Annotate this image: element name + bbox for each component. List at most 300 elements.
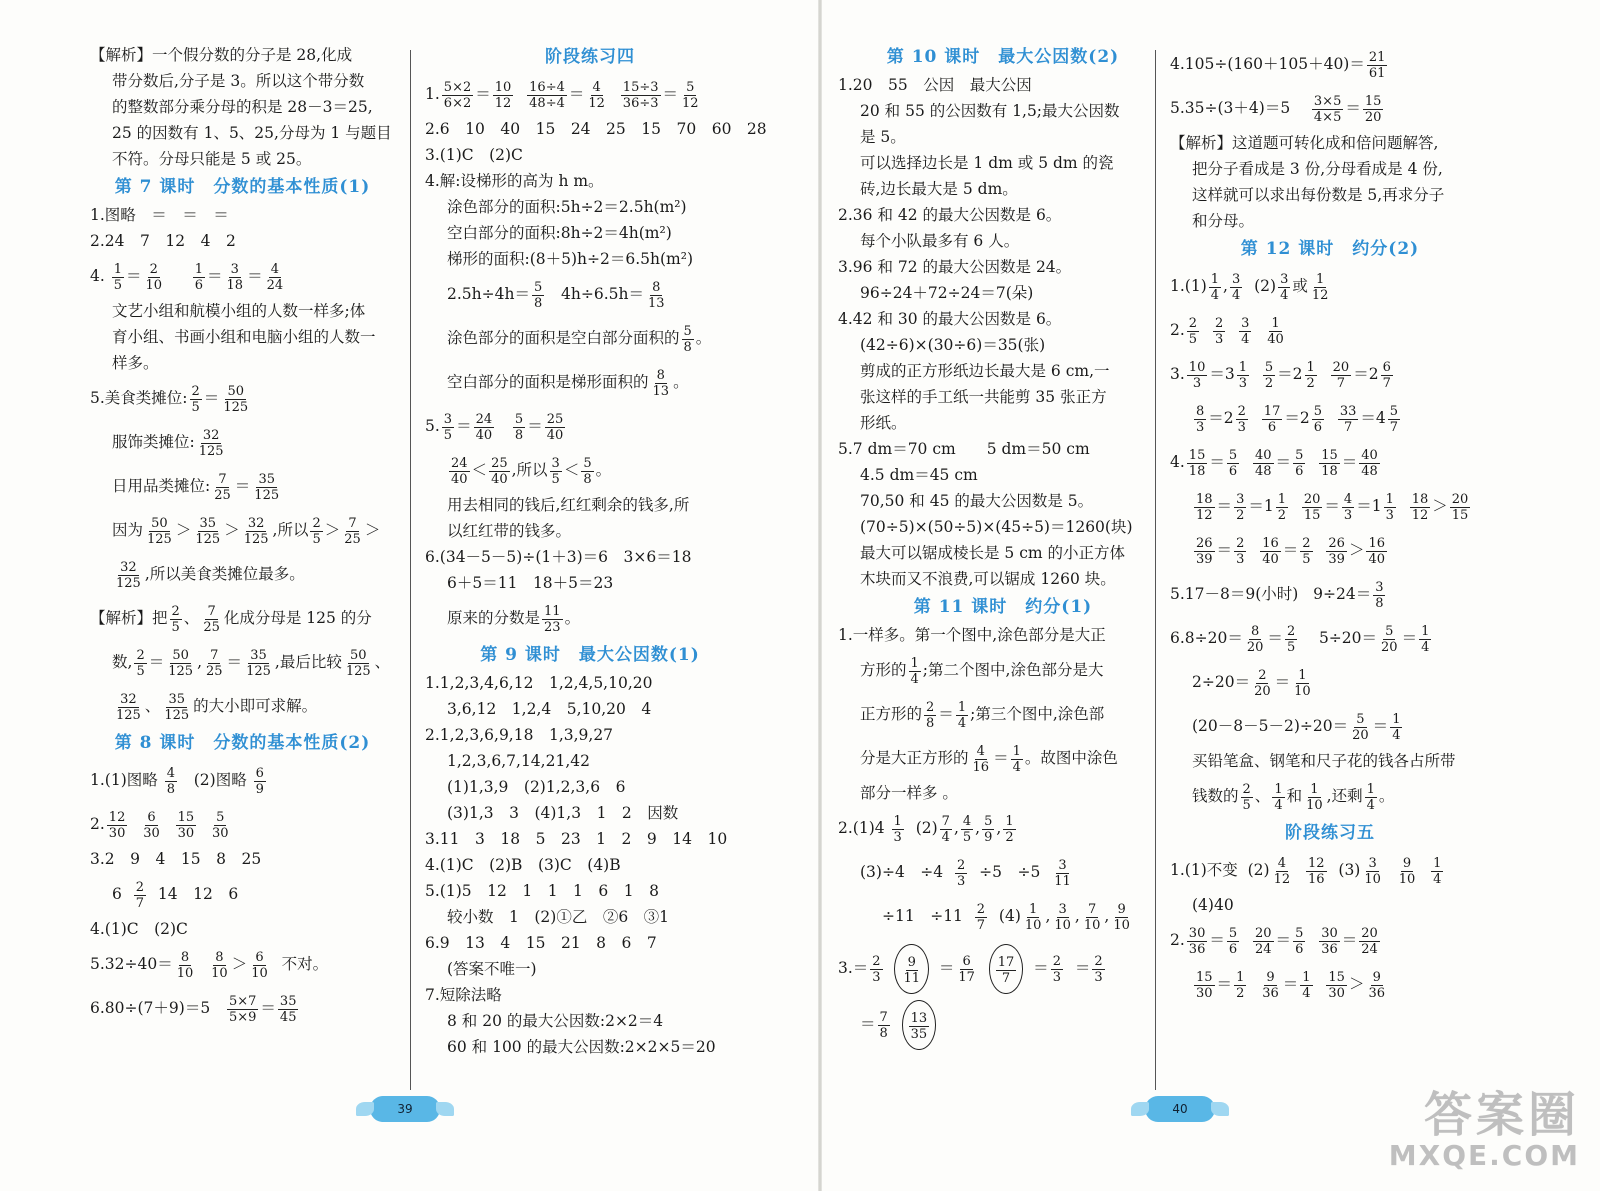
text-line: 买铅笔盒、钢笔和尺子花的钱各占所带	[1192, 752, 1456, 770]
label: 4.105÷(160＋105＋40)＝	[1170, 55, 1365, 73]
label: ,所以美食类摊位最多。	[144, 565, 305, 583]
text-line	[90, 872, 395, 916]
fraction: $\frac{30}{36}$	[1188, 925, 1206, 957]
label: 6	[112, 885, 122, 903]
text-line: 2.6 10 40 15 24 25 15 70 60 28	[425, 120, 767, 138]
label: 9÷24＝	[1313, 585, 1372, 603]
text-line	[425, 448, 755, 492]
text-line: 分是大正方形的 $\frac{4}{16}$ ＝ $\frac{1}{4}$ 。故图中涂色	[860, 743, 1118, 775]
fraction: $\frac{5}{9}$	[984, 813, 993, 845]
fraction: $\frac{1}{2}$	[1306, 359, 1315, 391]
fraction: $\frac{17}{6}$	[1263, 403, 1281, 435]
label: 服饰类摊位:	[112, 433, 195, 451]
text-line	[1170, 308, 1490, 352]
fraction: $\frac{15}{18}$	[1188, 447, 1206, 479]
label: 2÷20＝	[1192, 673, 1251, 691]
fraction: $\frac{20}{7}$	[1332, 359, 1350, 391]
label: 6.80÷(7＋9)＝5	[90, 999, 211, 1017]
fraction: $\frac{2}{3}$	[1236, 535, 1245, 567]
fraction: $\frac{2}{3}$	[1237, 403, 1246, 435]
text-line: 5.(1)5 12 1 1 1 6 1 8	[425, 882, 659, 900]
label: ,还剩	[1326, 787, 1363, 805]
fraction: $\frac{2}{3}$	[1214, 315, 1224, 347]
text-line: 4.42 和 30 的最大公因数是 6。	[838, 310, 1062, 328]
fraction: $\frac{4}{3}$	[1343, 491, 1353, 523]
fraction: $\frac{25}{40}$	[546, 411, 564, 443]
text-line: $\frac{26}{39}$ ＝ $\frac{2}{3}$ $\frac{16}{40}$ ＝ $\frac{2}{5}$ $\frac{26}{39}$ ＞ $\frac{16}{40}$	[1196, 535, 1386, 567]
fraction: $\frac{2}{5}$	[1302, 535, 1311, 567]
fraction: $\frac{15}{18}$	[1321, 447, 1338, 479]
fraction: $\frac{3}{2}$	[1236, 491, 1245, 523]
text-line	[425, 360, 755, 404]
fraction: $\frac{1}{4}$	[1012, 743, 1021, 775]
text-line: $\frac{15}{30}$ ＝ $\frac{1}{2}$ $\frac{9}{36}$ ＝ $\frac{1}{4}$ $\frac{15}{30}$ ＞ $\frac{9}{36}$	[1196, 969, 1386, 1001]
text-line: 20 和 55 的公因数有 1,5;最大公因数	[860, 102, 1120, 120]
text-line: 和分母。	[1192, 212, 1255, 230]
text-line: ÷11 ÷11 $\frac{2}{7}$ (4) $\frac{1}{10}$ , $\frac{3}{10}$ , $\frac{7}{10}$ , $\frac{9}{10}$	[882, 901, 1130, 933]
symbol: ＝2	[1208, 409, 1234, 427]
symbol: 。	[673, 373, 689, 391]
fraction: $\frac{7}{4}$	[941, 813, 950, 845]
text-line	[90, 758, 395, 802]
label: 。故图中涂色	[1024, 749, 1118, 767]
circled-answer: $\frac{9}{11}$	[894, 944, 929, 994]
text-line: 3.(1)C (2)C	[425, 146, 523, 164]
fraction: $\frac{1}{2}$	[1236, 969, 1245, 1001]
fraction: $\frac{7}{8}$	[879, 1009, 888, 1041]
text-line	[1170, 352, 1490, 396]
column-3	[838, 42, 1168, 1050]
fraction: $\frac{9}{10}$	[1398, 855, 1416, 887]
fraction: $\frac{24}{40}$	[475, 411, 493, 443]
symbol: 。	[564, 609, 581, 627]
fraction: $\frac{10}{12}$	[494, 79, 512, 111]
symbol: ＝	[456, 417, 472, 435]
fraction: $\frac{3}{5}$	[551, 455, 560, 487]
fraction: $\frac{5}{7}$	[1389, 403, 1399, 435]
fraction: $\frac{9}{36}$	[1368, 969, 1386, 1001]
text-line: $\frac{32}{125}$ 、 $\frac{35}{125}$ 的大小即可求解。	[116, 691, 318, 723]
symbol: ＝1	[1356, 497, 1382, 515]
fraction: $\frac{1}{4}$	[910, 655, 919, 687]
fraction: $\frac{26}{39}$	[1196, 535, 1213, 567]
text-line: 木块而又不浪费,可以锯成 1260 块。	[860, 570, 1116, 588]
text-line	[1170, 848, 1490, 892]
fraction: $\frac{2}{5}$	[171, 603, 180, 635]
fraction: $\frac{32}{125}$	[243, 515, 269, 547]
fraction: $\frac{1}{5}$	[113, 261, 123, 293]
fraction: $\frac{35}{125}$	[246, 647, 271, 679]
text-line	[838, 1000, 1168, 1050]
label: 3.＝	[838, 959, 869, 977]
fraction: $\frac{32}{125}$	[116, 691, 141, 723]
fraction: $\frac{5}{6}$	[1295, 925, 1304, 957]
symbol: ＝1	[1248, 497, 1274, 515]
fraction: $\frac{5}{20}$	[1352, 711, 1369, 743]
fraction: $\frac{5}{6}$	[1228, 925, 1238, 957]
fraction: $\frac{35}{125}$	[164, 691, 190, 723]
fraction: $\frac{1}{40}$	[1267, 315, 1284, 347]
text-line: 5.35÷(3＋4)＝5 $\frac{3\times 5}{4\times 5}$ ＝ $\frac{15}{20}$	[1170, 93, 1382, 125]
fraction: $\frac{2}{7}$	[976, 901, 986, 933]
text-line: 2.(1)4 $\frac{1}{3}$ (2) $\frac{7}{4}$ , $\frac{4}{5}$ , $\frac{5}{9}$ , $\frac{1}{2}$	[838, 813, 1014, 845]
text-line: 空白部分的面积:8h÷2＝4h(m²)	[447, 224, 672, 242]
text-line: 5.美食类摊位: $\frac{2}{5}$ ＝ $\frac{50}{125}$	[90, 383, 249, 415]
label: (2)	[1254, 277, 1277, 295]
text-line	[838, 944, 1168, 994]
fraction: $\frac{50}{125}$	[345, 647, 371, 679]
fraction: $\frac{1}{3}$	[1385, 491, 1394, 523]
text-line: 日用品类摊位: $\frac{7}{25}$ ＝ $\frac{35}{125}$	[112, 471, 280, 503]
text-line: 可以选择边长是 1 dm 或 5 dm 的瓷	[860, 154, 1114, 172]
page-number-left: 39	[370, 1096, 440, 1122]
text-line: 4.5 dm＝45 cm	[860, 466, 978, 484]
text-line: (70÷5)×(50÷5)×(45÷5)＝1260(块)	[860, 518, 1133, 536]
label: (2)图略	[193, 771, 247, 789]
right-page	[820, 0, 1600, 1191]
text-line: 钱数的 $\frac{2}{5}$ 、 $\frac{1}{4}$ 和 $\frac{1}{10}$ ,还剩 $\frac{1}{4}$ 。	[1192, 781, 1395, 813]
text-line: 1.图略 ＝ ＝ ＝	[90, 206, 229, 224]
text-line: 这样就可以求出每份数是 5,再求分子	[1192, 186, 1445, 204]
text-line: (4)40	[1192, 896, 1234, 914]
fraction: $\frac{1}{10}$	[1294, 667, 1311, 699]
fraction: $\frac{5}{8}$	[514, 411, 524, 443]
fraction: $\frac{24}{40}$	[451, 455, 468, 487]
label: 14 12 6	[157, 885, 239, 903]
label: (2)	[1247, 861, 1270, 879]
column-1	[90, 42, 395, 1030]
text-line: 2.36 和 42 的最大公因数是 6。	[838, 206, 1062, 224]
text-line	[838, 648, 1168, 692]
fraction: $\frac{2}{5}$	[312, 515, 321, 547]
fraction: $\frac{4}{16}$	[972, 743, 990, 775]
fraction: $\frac{5\times 7}{5\times 9}$	[228, 993, 257, 1025]
fraction: $\frac{5}{8}$	[583, 455, 592, 487]
label: 正方形的	[860, 705, 923, 723]
fraction: $\frac{1}{4}$	[1274, 781, 1283, 813]
label: 【解析】把	[90, 609, 168, 627]
fraction: $\frac{8}{10}$	[176, 949, 194, 981]
text-line	[838, 850, 1168, 894]
text-line: 6.9 13 4 15 21 8 6 7	[425, 934, 657, 952]
item-number: 4.	[90, 267, 105, 285]
text-line: 2.24 7 12 4 2	[90, 232, 236, 250]
text-line: 较小数 1 (2)①乙 ②6 ③1	[447, 908, 670, 926]
text-line: 每个小队最多有 6 人。	[860, 232, 1020, 250]
label: 原来的分数是	[447, 609, 541, 627]
column-2	[425, 42, 767, 1060]
label: 因为	[112, 521, 144, 539]
text-line: 是 5。	[860, 128, 906, 146]
fraction: $\frac{50}{125}$	[223, 383, 249, 415]
label: 的大小即可求解。	[193, 697, 318, 715]
text-line: 1.(1) $\frac{1}{4}$ , $\frac{3}{4}$ (2) $\frac{3}{4}$ 或 $\frac{1}{12}$	[1170, 271, 1329, 303]
fraction: $\frac{8}{13}$	[652, 367, 670, 399]
item-number: 2.	[90, 815, 105, 833]
fraction: $\frac{18}{12}$	[1411, 491, 1429, 523]
label: 1.(1)	[1170, 277, 1207, 295]
watermark	[1389, 1089, 1580, 1171]
symbol: ＝2	[1277, 365, 1303, 383]
symbol: 。	[695, 329, 712, 347]
text-line: 4.解:设梯形的高为 h m。	[425, 172, 604, 190]
label: 5.32÷40＝	[90, 955, 173, 973]
text-line: 3.2 9 4 15 8 25	[90, 850, 262, 868]
fraction: $\frac{8}{3}$	[1196, 403, 1205, 435]
section-heading: 阶段练习四	[545, 47, 635, 67]
section-heading: 第 10 课时 最大公因数(2)	[886, 47, 1120, 67]
column-divider	[410, 50, 411, 1090]
text-line: 1.1,2,3,4,6,12 1,2,4,5,10,20	[425, 674, 653, 692]
fraction: $\frac{1}{10}$	[1024, 901, 1042, 933]
label: ,所以	[272, 521, 309, 539]
label: 2.(1)4	[838, 819, 885, 837]
label: (3)÷4 ÷4	[860, 863, 944, 881]
item-number: 2.	[1170, 321, 1185, 339]
fraction: $\frac{4}{12}$	[588, 79, 605, 111]
page-number-right: 40	[1145, 1096, 1215, 1122]
fraction: $\frac{6}{30}$	[143, 809, 160, 841]
text-line: 砖,边长最大是 5 dm。	[860, 180, 1018, 198]
fraction: $\frac{1}{4}$	[1421, 623, 1430, 655]
fraction: $\frac{7}{25}$	[203, 603, 220, 635]
text-line: (1)1,3,9 (2)1,2,3,6 6	[447, 778, 626, 796]
label: 涂色部分的面积是空白部分面积的	[447, 329, 680, 347]
fraction: $\frac{1}{4}$	[957, 699, 967, 731]
label: 方形的	[860, 661, 907, 679]
section-heading: 阶段练习五	[1285, 823, 1375, 843]
item-number: 4.	[1170, 453, 1185, 471]
fraction: $\frac{35}{125}$	[254, 471, 280, 503]
text-line	[90, 508, 395, 552]
label: ÷5 ÷5	[979, 863, 1041, 881]
label: 钱数的	[1192, 787, 1239, 805]
symbol: ＝4	[1360, 409, 1386, 427]
fraction: $\frac{20}{24}$	[1255, 925, 1272, 957]
symbol: ＝2	[1353, 365, 1379, 383]
fraction: $\frac{2}{8}$	[926, 699, 935, 731]
text-line: 6＋5＝11 18＋5＝23	[447, 574, 614, 592]
fraction: $\frac{1}{3}$	[893, 813, 902, 845]
text-line: (42÷6)×(30÷6)＝35(张)	[860, 336, 1046, 354]
fraction: $\frac{15}{30}$	[177, 809, 195, 841]
symbol: ＝	[527, 417, 543, 435]
fraction: $\frac{5}{30}$	[212, 809, 229, 841]
fraction: $\frac{15}{30}$	[1196, 969, 1213, 1001]
fraction: $\frac{11}{23}$	[544, 603, 561, 635]
circled-answer: $\frac{13}{35}$	[902, 1000, 937, 1050]
symbol: ＝	[1074, 959, 1091, 977]
fraction: $\frac{2}{3}$	[1094, 953, 1103, 985]
fraction: $\frac{1}{10}$	[1306, 781, 1323, 813]
label: 和	[1286, 787, 1303, 805]
text-line: 2÷20＝ $\frac{2}{20}$ ＝ $\frac{1}{10}$	[1192, 667, 1311, 699]
text-line: 【解析】把 $\frac{2}{5}$ 、 $\frac{7}{25}$ 化成分母是 125 的分	[90, 603, 372, 635]
text-line: 1.一样多。第一个图中,涂色部分是大正	[838, 626, 1106, 644]
text-line: 1.20 55 公因 最大公因	[838, 76, 1032, 94]
fraction: $\frac{6}{17}$	[958, 953, 975, 985]
text-line: 4. $\frac{1}{5}$ ＝ $\frac{2}{10}$ $\frac{1}{6}$ ＝ $\frac{3}{18}$ ＝ $\frac{4}{24}$	[90, 261, 284, 293]
fraction: $\frac{20}{15}$	[1303, 491, 1321, 523]
fraction: $\frac{7}{10}$	[1083, 901, 1101, 933]
fraction: $\frac{5}{2}$	[1264, 359, 1274, 391]
text-line	[425, 596, 755, 640]
fraction: $\frac{6}{7}$	[1382, 359, 1391, 391]
text-line: (答案不唯一)	[447, 960, 537, 978]
label: 5÷20＝	[1318, 629, 1378, 647]
fraction: $\frac{1}{4}$	[1210, 271, 1220, 303]
text-line: 1. $\frac{5\times 2}{6\times 2}$ ＝ $\frac{10}{12}$ $\frac{16\div 4}{48\div 4}$ ＝ $\frac{4}{12}$ $\frac{15\div 3}{36\div 3}$ ＝ $\frac{5}{12}$	[425, 79, 699, 111]
label: (2)	[915, 819, 938, 837]
text-line: 育小组、书画小组和电脑小组的人数一	[112, 328, 376, 346]
text-line	[425, 272, 755, 316]
label: (3)	[1338, 861, 1361, 879]
fraction: $\frac{8}{20}$	[1246, 623, 1264, 655]
fraction: $\frac{2}{5}$	[1188, 315, 1198, 347]
fraction: $\frac{40}{48}$	[1361, 447, 1378, 479]
symbol: ＝3	[1209, 365, 1235, 383]
text-line: 梯形的面积:(8＋5)h÷2＝6.5h(m²)	[447, 250, 694, 268]
text-line: 3,6,12 1,2,4 5,10,20 4	[447, 700, 652, 718]
symbol: ＝	[860, 1015, 876, 1033]
symbol: ＜	[471, 461, 488, 479]
fraction: $\frac{15\div 3}{36\div 3}$	[622, 79, 659, 111]
fraction: $\frac{3}{4}$	[1231, 271, 1241, 303]
symbol: 。	[595, 461, 612, 479]
fraction: $\frac{32}{125}$	[116, 559, 141, 591]
fraction: $\frac{20}{15}$	[1451, 491, 1469, 523]
label: 化成分母是 125 的分	[223, 609, 372, 627]
fraction: $\frac{20}{24}$	[1361, 925, 1378, 957]
section-heading: 第 12 课时 约分(2)	[1240, 239, 1420, 259]
fraction: $\frac{2}{7}$	[135, 879, 145, 911]
symbol: ＞	[1348, 541, 1365, 559]
fraction: $\frac{2}{3}$	[1052, 953, 1061, 985]
watermark-text: 答案圈	[1423, 1087, 1580, 1143]
label: 1.(1)不变	[1170, 861, 1238, 879]
symbol: ＝2	[1284, 409, 1310, 427]
text-line	[1170, 396, 1490, 440]
fraction: $\frac{4}{5}$	[962, 813, 972, 845]
text-line: 带分数后,分子是 3。所以这个带分数	[112, 72, 365, 90]
label: 5.35÷(3＋4)＝5	[1170, 99, 1291, 117]
fraction: $\frac{4}{24}$	[266, 261, 284, 293]
text-line: 把分子看成是 3 份,分母看成是 4 份,	[1192, 160, 1443, 178]
label: ;第二个图中,涂色部分是大	[922, 661, 1104, 679]
column-divider	[1155, 50, 1156, 1090]
fraction: $\frac{3}{5}$	[443, 411, 453, 443]
text-line: 以红红带的钱多。	[447, 522, 572, 540]
fraction: $\frac{1}{6}$	[194, 261, 203, 293]
fraction: $\frac{5}{6}$	[1295, 447, 1304, 479]
item-number: 3.	[1170, 365, 1185, 383]
item-number: 1.	[425, 85, 440, 103]
fraction: $\frac{33}{7}$	[1339, 403, 1357, 435]
text-line: 用去相同的钱后,红红剩余的钱多,所	[447, 496, 690, 514]
fraction: $\frac{30}{36}$	[1321, 925, 1338, 957]
fraction: $\frac{35}{45}$	[279, 993, 297, 1025]
label: ,所以	[511, 461, 548, 479]
fraction: $\frac{7}{25}$	[206, 647, 223, 679]
text-line: (3)1,3 3 (4)1,3 1 2 因数	[447, 804, 679, 822]
fraction: $\frac{50}{125}$	[147, 515, 172, 547]
label: ,最后比较	[274, 653, 342, 671]
fraction: $\frac{2}{5}$	[136, 647, 145, 679]
fraction: $\frac{10}{3}$	[1188, 359, 1206, 391]
text-line: 数, $\frac{2}{5}$ ＝ $\frac{50}{125}$ , $\frac{7}{25}$ ＝ $\frac{35}{125}$ ,最后比较 $\frac{50}{125}$ 、	[112, 647, 391, 679]
fraction: $\frac{8}{13}$	[648, 279, 665, 311]
text-line: 不符。分母只能是 5 或 25。	[112, 150, 312, 168]
fraction: $\frac{21}{61}$	[1368, 49, 1386, 81]
symbol: ＞	[364, 521, 381, 539]
text-line: 4. $\frac{15}{18}$ ＝ $\frac{5}{6}$ $\frac{40}{48}$ ＝ $\frac{5}{6}$ $\frac{15}{18}$ ＝ $\frac{40}{48}$	[1170, 447, 1378, 479]
fraction: $\frac{25}{40}$	[491, 455, 508, 487]
label: 不对。	[281, 955, 329, 973]
section-heading: 第 8 课时 分数的基本性质(2)	[114, 733, 371, 753]
text-line: 形纸。	[860, 414, 907, 432]
text-line: 样多。	[112, 354, 159, 372]
label: (4)	[998, 907, 1021, 925]
symbol: ＞	[1348, 975, 1365, 993]
symbol: ＝	[1033, 959, 1049, 977]
fraction: $\frac{16\div 4}{48\div 4}$	[529, 79, 565, 111]
fraction: $\frac{8}{10}$	[211, 949, 228, 981]
fraction: $\frac{9}{36}$	[1262, 969, 1279, 1001]
fraction: $\frac{5}{6}$	[1313, 403, 1322, 435]
fraction: $\frac{32}{125}$	[198, 427, 224, 459]
text-line: 张这样的手工纸一共能剪 35 张正方	[860, 388, 1107, 406]
fraction: $\frac{3}{4}$	[1280, 271, 1289, 303]
fraction: $\frac{5}{6}$	[1228, 447, 1238, 479]
fraction: $\frac{1}{4}$	[1366, 781, 1375, 813]
fraction: $\frac{12}{16}$	[1307, 855, 1325, 887]
fraction: $\frac{26}{39}$	[1328, 535, 1345, 567]
text-line	[90, 420, 395, 464]
fraction: $\frac{5}{12}$	[682, 79, 699, 111]
label: 数,	[112, 653, 133, 671]
text-line: 60 和 100 的最大公因数:2×2×5＝20	[447, 1038, 716, 1056]
item-number: 5.	[425, 417, 440, 435]
fraction: $\frac{5}{8}$	[533, 279, 543, 311]
text-line	[90, 942, 395, 986]
label: 日用品类摊位:	[112, 477, 211, 495]
fraction: $\frac{1}{2}$	[1005, 813, 1014, 845]
fraction: $\frac{1}{3}$	[1238, 359, 1247, 391]
label: 分是大正方形的	[860, 749, 969, 767]
fraction: $\frac{2}{5}$	[1242, 781, 1251, 813]
item-number: 2.	[1170, 931, 1185, 949]
symbol: ＞	[324, 521, 341, 539]
label: ÷11 ÷11	[882, 907, 963, 925]
watermark-url: MXQE.COM	[1388, 1139, 1580, 1172]
fraction: $\frac{15}{20}$	[1364, 93, 1382, 125]
symbol: ＞	[1432, 497, 1448, 515]
fraction: $\frac{5}{8}$	[683, 323, 692, 355]
text-line: 4.(1)C (2)B (3)C (4)B	[425, 856, 621, 874]
label: 6.8÷20＝	[1170, 629, 1243, 647]
text-line: 25 的因数有 1、5、25,分母为 1 与题目	[112, 124, 392, 142]
fraction: $\frac{7}{25}$	[344, 515, 361, 547]
text-line	[425, 404, 755, 448]
fraction: $\frac{18}{12}$	[1196, 491, 1213, 523]
fraction: $\frac{5\times 2}{6\times 2}$	[443, 79, 472, 111]
text-line: 2. $\frac{30}{36}$ ＝ $\frac{5}{6}$ $\frac{20}{24}$ ＝ $\frac{5}{6}$ $\frac{30}{36}$ ＝ $\frac{20}{24}$	[1170, 925, 1378, 957]
fraction: $\frac{1}{4}$	[1302, 969, 1311, 1001]
fraction: $\frac{35}{125}$	[195, 515, 221, 547]
label: (20－8－5－2)÷20＝	[1192, 717, 1349, 735]
fraction: $\frac{6}{9}$	[255, 765, 264, 797]
text-line	[90, 552, 395, 596]
